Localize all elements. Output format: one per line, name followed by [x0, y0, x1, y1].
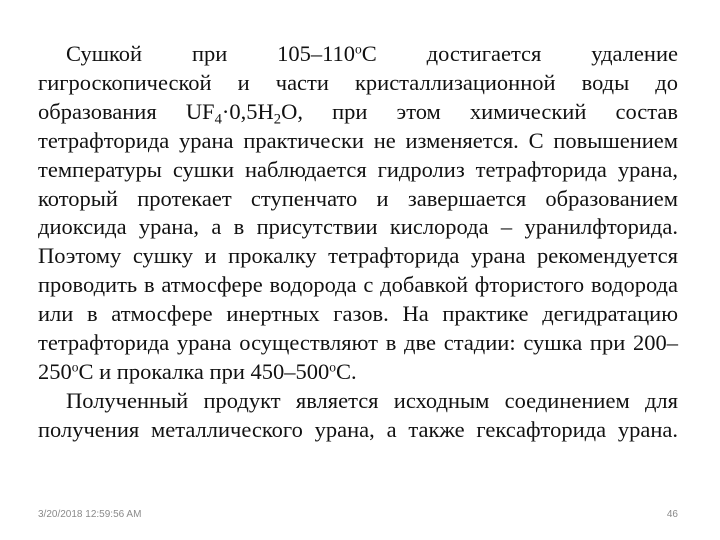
body-text [38, 40, 678, 445]
subscript: 4 [214, 111, 222, 128]
text-run: С. [336, 358, 357, 384]
text-run: С достигается удаление гигроскопической и части кристаллизационной воды до образования UF [38, 41, 678, 124]
text-run: Сушкой при 105–110 [66, 41, 356, 66]
text-run: ·0,5H [221, 98, 274, 124]
page-number: 46 [666, 509, 678, 520]
degree-superscript: о [329, 359, 337, 375]
degree-superscript: о [355, 41, 362, 57]
degree-superscript: о [71, 359, 79, 375]
paragraph-2 [38, 387, 678, 445]
paragraph-1 [38, 40, 678, 387]
text-run: Полученный продукт является исходным соединением для получения металлического урана, а также гексафторида урана. [38, 387, 678, 442]
subscript: 2 [273, 111, 282, 128]
text-run: O, при этом химический состав тетрафторида урана практически не изменяется. С повышением температуры сушки наблюдается гидролиз тетрафторида урана, который протекает ступенчато и завершается образованием диоксида урана, а в присутствии кислорода – уранилфторида. Поэтому сушку и прокалку тетрафторида урана рекомендуется проводить в атмосфере водорода с добавкой фтористого водорода или в атмосфере инертных газов. На практике дегидратацию тетрафторида урана осуществляют в две стадии: сушка при 200–250 [38, 98, 678, 384]
text-run: С и прокалка при 450–500 [78, 358, 330, 384]
footer-date: 3/20/2018 12:59:56 AM [38, 509, 142, 520]
